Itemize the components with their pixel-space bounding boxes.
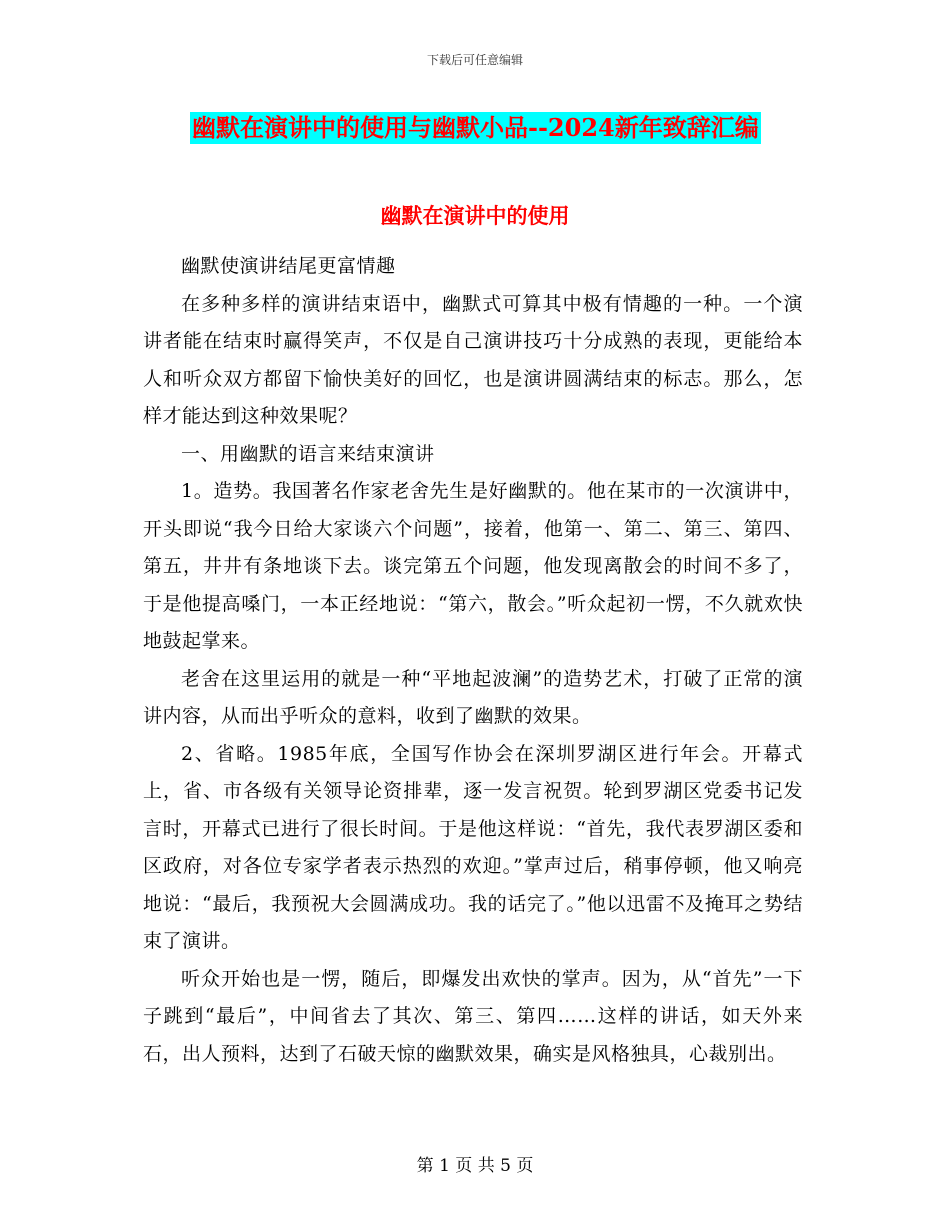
document-body	[143, 248, 803, 1073]
paragraph-subheading: 一、用幽默的语言来结束演讲	[181, 442, 435, 465]
section-title: 幽默在演讲中的使用	[380, 203, 570, 228]
paragraph: 1。造势。我国著名作家老舍先生是好幽默的。他在某市的一次演讲中，开头即说“我今日给大家谈六个问题”，接着，他第一、第二、第三、第四、第五，井井有条地谈下去。谈完第五个问题，他发现离散会的时间不多了，于是他提高嗓门，一本正经地说：“第六，散会。”听众起初一愣，不久就欢快地鼓起掌来。	[143, 480, 803, 652]
paragraph-subheading: 幽默使演讲结尾更富情趣	[181, 255, 396, 277]
paragraph: 听众开始也是一愣，随后，即爆发出欢快的掌声。因为，从“首先”一下子跳到“最后”，中间省去了其次、第三、第四……这样的讲话，如天外来石，出人预料，达到了石破天惊的幽默效果，确实是风格独具，心裁别出。	[143, 967, 803, 1065]
paragraph: 2、省略。1985年底，全国写作协会在深圳罗湖区进行年会。开幕式上，省、市各级有关领导论资排辈，逐一发言祝贺。轮到罗湖区党委书记发言时，开幕式已进行了很长时间。于是他这样说：“首先，我代表罗湖区委和区政府，对各位专家学者表示热烈的欢迎。”掌声过后，稍事停顿，他又响亮地说：“最后，我预祝大会圆满成功。我的话完了。”他以迅雷不及掩耳之势结束了演讲。	[143, 742, 803, 952]
document-title: 幽默在演讲中的使用与幽默小品--2024新年致辞汇编	[192, 113, 759, 142]
page-number: 第 1 页 共 5 页	[416, 1156, 534, 1176]
page-header: 下载后可任意编辑	[426, 53, 523, 67]
paragraph: 在多种多样的演讲结束语中，幽默式可算其中极有情趣的一种。一个演讲者能在结束时赢得笑声，不仅是自己演讲技巧十分成熟的表现，更能给本人和听众双方都留下愉快美好的回忆，也是演讲圆满结束的标志。那么，怎样才能达到这种效果呢？	[143, 292, 803, 427]
paragraph: 老舍在这里运用的就是一种“平地起波澜”的造势艺术，打破了正常的演讲内容，从而出乎听众的意料，收到了幽默的效果。	[143, 667, 803, 727]
